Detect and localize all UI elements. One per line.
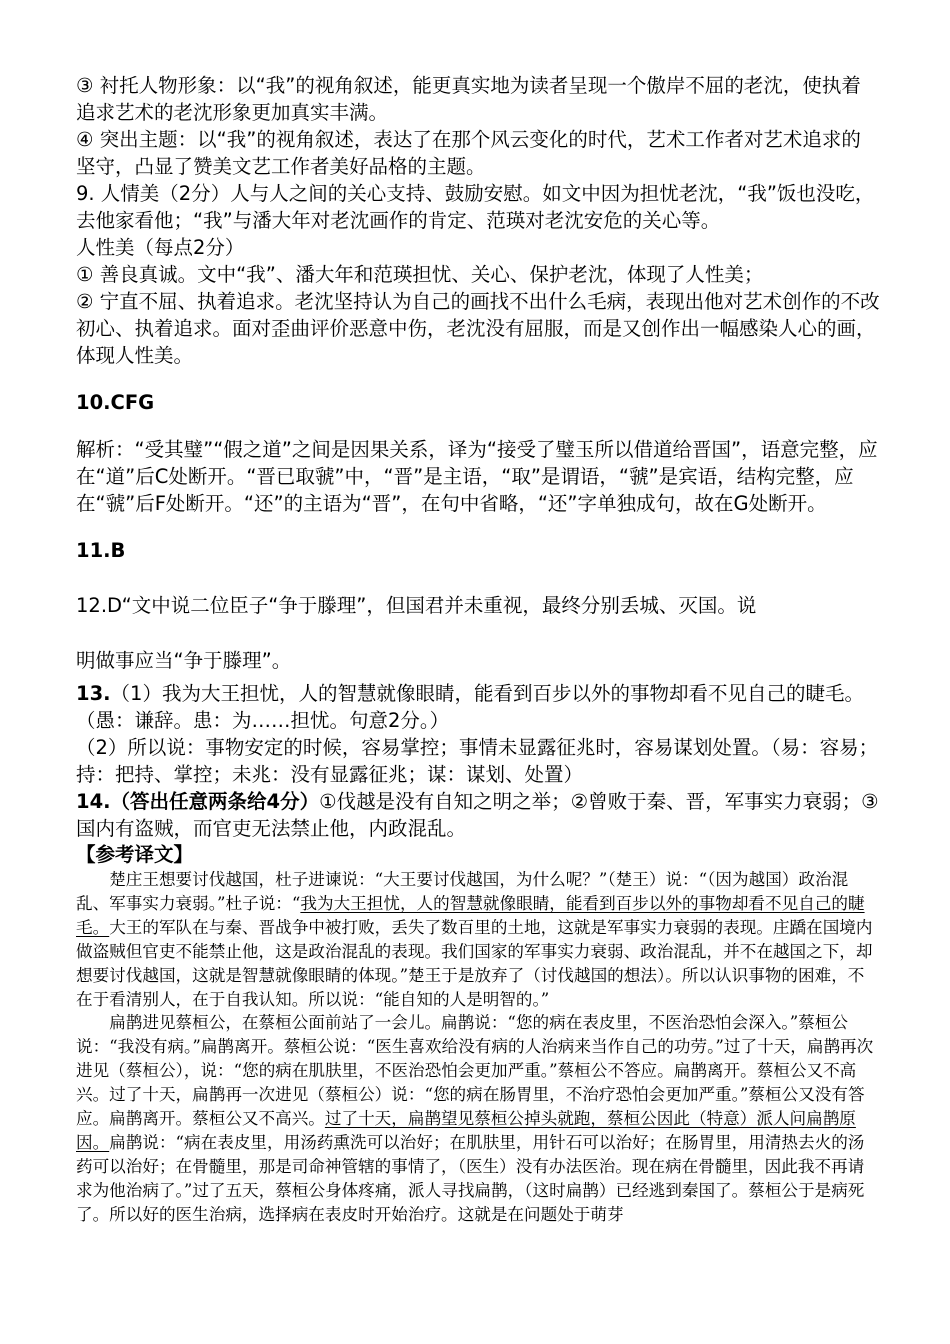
q8-point-4: ④ 突出主题：以“我”的视角叙述，表达了在那个风云变化的时代，艺术工作者对艺术追求的坚守，凸显了赞美文艺工作者美好品格的主题。 xyxy=(76,128,861,178)
q12-line-2: 明做事应当“争于滕理”。 xyxy=(76,649,292,672)
q14-body: ①伐越是没有自知之明之举；②曾败于秦、晋，军事实力衰弱；③国内有盗贼，而官吏无法禁止他，内政混乱。 xyxy=(76,790,879,840)
q8-point-3: ③ 衬托人物形象：以“我”的视角叙述，能更真实地为读者呈现一个傲岸不屈的老沈，使执着追求艺术的老沈形象更加真实丰满。 xyxy=(76,74,861,124)
q14-heading: 14.（答出任意两条给4分） xyxy=(76,790,320,813)
translation-2-part-a: 扁鹊进见蔡桓公，在蔡桓公面前站了一会儿。扁鹊说：“您的病在表皮里，不医治恐怕会深入。”蔡桓公说：“我没有病。”扁鹊离开。蔡桓公说：“医生喜欢给没有病的人治病来当作自己的功劳。”过了十天，扁鹊再次进见（蔡桓公），说：“您的病在肌肤里，不医治恐怕会更加严重。”蔡桓公不答应。扁鹊离开。蔡桓公又不高兴。过了十天，扁鹊再一次进见（蔡桓公）说：“您的病在肠胃里，不治疗恐怕会更加严重。”蔡桓公又没有答应。扁鹊离开。蔡桓公又不高兴。 xyxy=(76,1013,874,1129)
q13-part-1 xyxy=(76,680,880,734)
q13-part-2: （2）所以说：事物安定的时候，容易掌控；事情未显露征兆时，容易谋划处置。（易：容易；持：把持、掌控；未兆：没有显露征兆；谋：谋划、处置） xyxy=(76,736,879,786)
q9-nature-heading: 人性美（每点2分） xyxy=(76,236,245,259)
translation-2-part-b: 扁鹊说：“病在表皮里，用汤药熏洗可以治好；在肌肤里，用针石可以治好；在肠胃里，用清热去火的汤药可以治好；在骨髓里，那是司命神管辖的事情了，（医生）没有办法医治。现在病在骨髓里，因此我不再请求为他治病了。”过了五天，蔡桓公身体疼痛，派人寻找扁鹊，（这时扁鹊）已经逃到秦国了。蔡桓公于是病死了。所以好的医生治病，选择病在表皮时开始治疗。这就是在问题处于萌芽 xyxy=(76,1132,865,1224)
reference-translation-title: 【参考译文】 xyxy=(76,843,194,866)
q14-answer xyxy=(76,788,880,842)
translation-1-part-b: 大王的军队在与秦、晋战争中被打败，丢失了数百里的土地，这就是军事实力衰弱的表现。庄蹻在国境内做盗贼但官吏不能禁止他，这是政治混乱的表现。我们国家的军事实力衰弱、政治混乱，并不在越国之下，却想要讨伐越国，这就是智慧就像眼睛的体现。”楚王于是放弃了（讨伐越国的想法）。所以认识事物的困难，不在于看清别人，在于自我认知。所以说：“能自知的人是明智的。” xyxy=(76,917,873,1009)
q9-point-2: ② 宁直不屈、执着追求。老沈坚持认为自己的画找不出什么毛病，表现出他对艺术创作的不改初心、执着追求。面对歪曲评价恶意中伤，老沈没有屈服，而是又创作出一幅感染人心的画，体现人性美。 xyxy=(76,290,880,367)
q10-answer: 10.CFG xyxy=(76,391,155,414)
translation-1-part-a: 楚庄王想要讨伐越国，杜子进谏说：“大王要讨伐越国，为什么呢？”（楚王）说：“（因为越国）政治混乱、军事实力衰弱。”杜子说：“ xyxy=(76,870,849,913)
translation-2-underlined: 过了十天，扁鹊望见蔡桓公掉头就跑，蔡桓公因此（特意）派人问扁鹊原因。 xyxy=(76,1109,856,1152)
translation-paragraph-1 xyxy=(76,868,880,1011)
q13-number: 13. xyxy=(76,682,111,705)
q10-analysis: 解析：“受其璧”“假之道”之间是因果关系，译为“接受了璧玉所以借道给晋国”，语意完整，应在“道”后C处断开。“晋已取虢”中，“晋”是主语，“取”是谓语，“虢”是宾语，结构完整，应在“虢”后F处断开。“还”的主语为“晋”，在句中省略，“还”字单独成句，故在G处断开。 xyxy=(76,438,878,515)
q11-answer: 11.B xyxy=(76,539,126,562)
translation-paragraph-2 xyxy=(76,1011,880,1226)
q9-point-1: ① 善良真诚。文中“我”、潘大年和范瑛担忧、关心、保护老沈，体现了人性美； xyxy=(76,263,764,286)
q12-line-1: 12.D“文中说二位臣子“争于滕理”，但国君并未重视，最终分别丢城、灭国。说 xyxy=(76,594,757,617)
q13-part-1-text: （1）我为大王担忧，人的智慧就像眼睛，能看到百步以外的事物却看不见自己的睫毛。（愚：谦辞。患：为……担忧。句意2分。） xyxy=(76,682,864,732)
q9-intro: 9. 人情美（2分）人与人之间的关心支持、鼓励安慰。如文中因为担忧老沈，“我”饭也没吃，去他家看他；“我”与潘大年对老沈画作的肯定、范瑛对老沈安危的关心等。 xyxy=(76,182,875,232)
translation-1-underlined: 我为大王担忧，人的智慧就像眼睛，能看到百步以外的事物却看不见自己的睫毛。 xyxy=(76,893,865,937)
